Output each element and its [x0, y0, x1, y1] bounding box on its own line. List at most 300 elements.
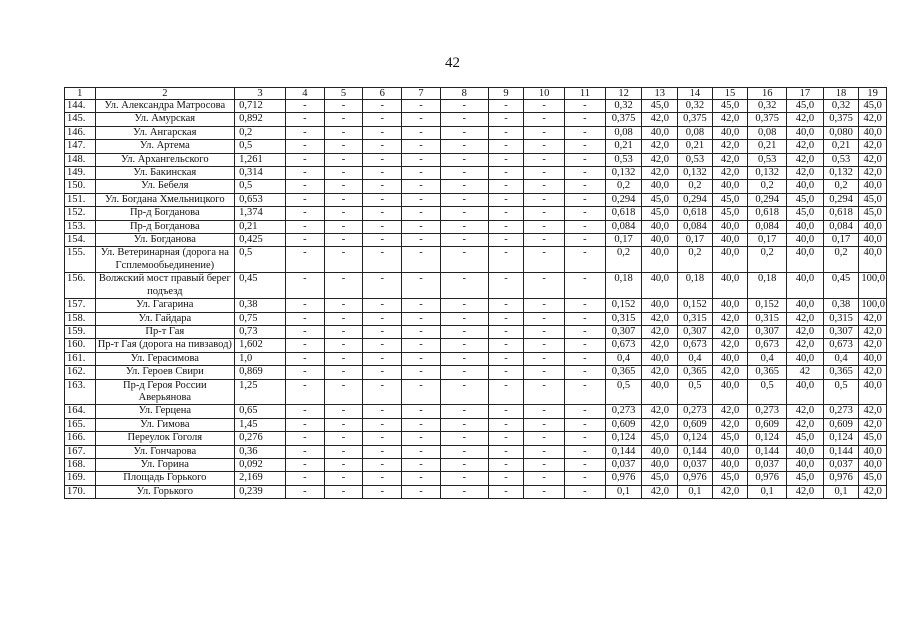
- value-cell: 40,0: [642, 126, 678, 139]
- length-cell: 1,602: [235, 339, 286, 352]
- empty-value-cell: -: [565, 472, 606, 485]
- empty-value-cell: -: [440, 339, 488, 352]
- row-number-cell: 153.: [65, 220, 96, 233]
- empty-value-cell: -: [524, 379, 565, 405]
- value-cell: 45,0: [859, 193, 887, 206]
- value-cell: 0,144: [748, 445, 787, 458]
- value-cell: 42,0: [642, 153, 678, 166]
- row-number-cell: 147.: [65, 140, 96, 153]
- empty-value-cell: -: [440, 352, 488, 365]
- value-cell: 42,0: [712, 366, 748, 379]
- value-cell: 40,0: [712, 220, 748, 233]
- value-cell: 42,0: [712, 485, 748, 498]
- empty-value-cell: -: [488, 153, 524, 166]
- value-cell: 0,365: [748, 366, 787, 379]
- value-cell: 40,0: [859, 234, 887, 247]
- value-cell: 42,0: [787, 113, 824, 126]
- empty-value-cell: -: [524, 140, 565, 153]
- row-number-cell: 151.: [65, 193, 96, 206]
- value-cell: 0,132: [605, 167, 642, 180]
- value-cell: 0,53: [678, 153, 713, 166]
- value-cell: 40,0: [642, 445, 678, 458]
- street-name-cell: Волжский мост правый берег подъезд: [95, 273, 235, 299]
- empty-value-cell: -: [402, 167, 441, 180]
- empty-value-cell: -: [363, 273, 402, 299]
- empty-value-cell: -: [363, 312, 402, 325]
- length-cell: 0,425: [235, 234, 286, 247]
- column-number-cell: 1: [65, 88, 96, 100]
- empty-value-cell: -: [363, 140, 402, 153]
- street-name-cell: Ул. Ангарская: [95, 126, 235, 139]
- length-cell: 2,169: [235, 472, 286, 485]
- value-cell: 0,1: [748, 485, 787, 498]
- street-name-cell: Ул. Герцена: [95, 405, 235, 418]
- empty-value-cell: -: [524, 273, 565, 299]
- empty-value-cell: -: [524, 312, 565, 325]
- empty-value-cell: -: [324, 405, 363, 418]
- value-cell: 0,5: [823, 379, 859, 405]
- empty-value-cell: -: [363, 325, 402, 338]
- empty-value-cell: -: [286, 472, 325, 485]
- value-cell: 42,0: [642, 485, 678, 498]
- empty-value-cell: -: [402, 193, 441, 206]
- empty-value-cell: -: [324, 247, 363, 273]
- value-cell: 42,0: [642, 418, 678, 431]
- value-cell: 0,144: [605, 445, 642, 458]
- empty-value-cell: -: [565, 405, 606, 418]
- table-row: [65, 220, 887, 233]
- length-cell: 1,261: [235, 153, 286, 166]
- value-cell: 42,0: [642, 167, 678, 180]
- table-row: [65, 193, 887, 206]
- roads-table: [64, 87, 887, 499]
- table-row: [65, 234, 887, 247]
- row-number-cell: 146.: [65, 126, 96, 139]
- row-number-cell: 170.: [65, 485, 96, 498]
- value-cell: 40,0: [859, 379, 887, 405]
- value-cell: 0,53: [748, 153, 787, 166]
- empty-value-cell: -: [363, 193, 402, 206]
- value-cell: 0,21: [678, 140, 713, 153]
- empty-value-cell: -: [524, 352, 565, 365]
- value-cell: 42,0: [859, 113, 887, 126]
- value-cell: 45,0: [787, 193, 824, 206]
- length-cell: 0,653: [235, 193, 286, 206]
- empty-value-cell: -: [286, 180, 325, 193]
- street-name-cell: Пр-д Богданова: [95, 220, 235, 233]
- value-cell: 0,673: [678, 339, 713, 352]
- empty-value-cell: -: [402, 113, 441, 126]
- empty-value-cell: -: [524, 366, 565, 379]
- value-cell: 0,307: [678, 325, 713, 338]
- empty-value-cell: -: [488, 379, 524, 405]
- empty-value-cell: -: [363, 339, 402, 352]
- empty-value-cell: -: [286, 432, 325, 445]
- empty-value-cell: -: [524, 432, 565, 445]
- row-number-cell: 150.: [65, 180, 96, 193]
- value-cell: 0,132: [678, 167, 713, 180]
- empty-value-cell: -: [402, 180, 441, 193]
- column-number-cell: 4: [286, 88, 325, 100]
- empty-value-cell: -: [488, 193, 524, 206]
- value-cell: 42,0: [712, 325, 748, 338]
- value-cell: 42,0: [859, 325, 887, 338]
- street-name-cell: Ул. Бакинская: [95, 167, 235, 180]
- empty-value-cell: -: [286, 167, 325, 180]
- value-cell: 45,0: [712, 432, 748, 445]
- column-number-cell: 3: [235, 88, 286, 100]
- value-cell: 0,307: [605, 325, 642, 338]
- street-name-cell: Ул. Александра Матросова: [95, 100, 235, 113]
- empty-value-cell: -: [488, 458, 524, 471]
- value-cell: 0,294: [678, 193, 713, 206]
- value-cell: 42,0: [642, 140, 678, 153]
- street-name-cell: Ул. Горина: [95, 458, 235, 471]
- empty-value-cell: -: [324, 379, 363, 405]
- length-cell: 1,25: [235, 379, 286, 405]
- value-cell: 0,673: [605, 339, 642, 352]
- empty-value-cell: -: [565, 100, 606, 113]
- value-cell: 0,17: [605, 234, 642, 247]
- empty-value-cell: -: [440, 247, 488, 273]
- empty-value-cell: -: [565, 312, 606, 325]
- empty-value-cell: -: [402, 432, 441, 445]
- value-cell: 0,08: [748, 126, 787, 139]
- empty-value-cell: -: [488, 180, 524, 193]
- empty-value-cell: -: [524, 458, 565, 471]
- value-cell: 40,0: [642, 247, 678, 273]
- empty-value-cell: -: [402, 140, 441, 153]
- length-cell: 0,092: [235, 458, 286, 471]
- empty-value-cell: -: [363, 366, 402, 379]
- empty-value-cell: -: [440, 299, 488, 312]
- row-number-cell: 158.: [65, 312, 96, 325]
- empty-value-cell: -: [286, 140, 325, 153]
- value-cell: 40,0: [787, 352, 824, 365]
- empty-value-cell: -: [324, 432, 363, 445]
- empty-value-cell: -: [324, 234, 363, 247]
- table-row: [65, 379, 887, 405]
- table-row: [65, 418, 887, 431]
- value-cell: 0,609: [748, 418, 787, 431]
- value-cell: 0,365: [678, 366, 713, 379]
- length-cell: 0,5: [235, 247, 286, 273]
- empty-value-cell: -: [488, 432, 524, 445]
- value-cell: 42,0: [787, 167, 824, 180]
- value-cell: 42: [787, 366, 824, 379]
- table-row: [65, 140, 887, 153]
- empty-value-cell: -: [324, 472, 363, 485]
- value-cell: 40,0: [642, 273, 678, 299]
- empty-value-cell: -: [488, 472, 524, 485]
- value-cell: 45,0: [642, 100, 678, 113]
- value-cell: 42,0: [712, 339, 748, 352]
- empty-value-cell: -: [402, 418, 441, 431]
- value-cell: 45,0: [642, 472, 678, 485]
- empty-value-cell: -: [324, 140, 363, 153]
- value-cell: 0,18: [748, 273, 787, 299]
- empty-value-cell: -: [324, 167, 363, 180]
- empty-value-cell: -: [565, 273, 606, 299]
- value-cell: 0,609: [605, 418, 642, 431]
- empty-value-cell: -: [440, 180, 488, 193]
- empty-value-cell: -: [286, 312, 325, 325]
- length-cell: 0,239: [235, 485, 286, 498]
- column-number-cell: 11: [565, 88, 606, 100]
- empty-value-cell: -: [324, 220, 363, 233]
- value-cell: 40,0: [712, 299, 748, 312]
- table-row: [65, 180, 887, 193]
- empty-value-cell: -: [440, 458, 488, 471]
- value-cell: 0,084: [823, 220, 859, 233]
- value-cell: 40,0: [642, 458, 678, 471]
- street-name-cell: Ул. Гайдара: [95, 312, 235, 325]
- empty-value-cell: -: [286, 379, 325, 405]
- column-number-cell: 13: [642, 88, 678, 100]
- empty-value-cell: -: [524, 445, 565, 458]
- value-cell: 0,618: [823, 207, 859, 220]
- value-cell: 0,273: [823, 405, 859, 418]
- value-cell: 42,0: [712, 418, 748, 431]
- empty-value-cell: -: [286, 299, 325, 312]
- empty-value-cell: -: [488, 100, 524, 113]
- empty-value-cell: -: [402, 220, 441, 233]
- table-row: [65, 352, 887, 365]
- value-cell: 45,0: [859, 432, 887, 445]
- street-name-cell: Ул. Гимова: [95, 418, 235, 431]
- value-cell: 42,0: [712, 167, 748, 180]
- empty-value-cell: -: [324, 366, 363, 379]
- empty-value-cell: -: [286, 247, 325, 273]
- value-cell: 42,0: [859, 405, 887, 418]
- value-cell: 0,152: [605, 299, 642, 312]
- value-cell: 0,2: [823, 180, 859, 193]
- length-cell: 0,869: [235, 366, 286, 379]
- value-cell: 40,0: [787, 180, 824, 193]
- value-cell: 40,0: [787, 458, 824, 471]
- empty-value-cell: -: [402, 234, 441, 247]
- empty-value-cell: -: [363, 220, 402, 233]
- value-cell: 40,0: [859, 352, 887, 365]
- empty-value-cell: -: [524, 325, 565, 338]
- value-cell: 0,307: [823, 325, 859, 338]
- empty-value-cell: -: [286, 100, 325, 113]
- value-cell: 0,08: [605, 126, 642, 139]
- value-cell: 42,0: [712, 153, 748, 166]
- value-cell: 40,0: [712, 458, 748, 471]
- value-cell: 0,037: [678, 458, 713, 471]
- value-cell: 0,2: [678, 247, 713, 273]
- empty-value-cell: -: [324, 180, 363, 193]
- empty-value-cell: -: [488, 418, 524, 431]
- empty-value-cell: -: [524, 234, 565, 247]
- value-cell: 40,0: [787, 126, 824, 139]
- table-row: [65, 432, 887, 445]
- empty-value-cell: -: [440, 126, 488, 139]
- empty-value-cell: -: [565, 167, 606, 180]
- street-name-cell: Пр-д Героя России Аверьянова: [95, 379, 235, 405]
- column-number-cell: 19: [859, 88, 887, 100]
- street-name-cell: Ул. Амурская: [95, 113, 235, 126]
- empty-value-cell: -: [488, 339, 524, 352]
- value-cell: 40,0: [859, 180, 887, 193]
- value-cell: 40,0: [787, 234, 824, 247]
- empty-value-cell: -: [324, 325, 363, 338]
- row-number-cell: 154.: [65, 234, 96, 247]
- value-cell: 0,375: [748, 113, 787, 126]
- empty-value-cell: -: [440, 193, 488, 206]
- empty-value-cell: -: [565, 445, 606, 458]
- value-cell: 40,0: [712, 234, 748, 247]
- value-cell: 0,2: [748, 180, 787, 193]
- value-cell: 42,0: [859, 418, 887, 431]
- value-cell: 0,618: [748, 207, 787, 220]
- value-cell: 0,21: [605, 140, 642, 153]
- value-cell: 0,5: [748, 379, 787, 405]
- row-number-cell: 169.: [65, 472, 96, 485]
- value-cell: 45,0: [787, 100, 824, 113]
- empty-value-cell: -: [402, 312, 441, 325]
- value-cell: 0,18: [678, 273, 713, 299]
- value-cell: 0,609: [678, 418, 713, 431]
- length-cell: 0,45: [235, 273, 286, 299]
- empty-value-cell: -: [488, 126, 524, 139]
- street-name-cell: Ул. Героев Свири: [95, 366, 235, 379]
- value-cell: 42,0: [859, 339, 887, 352]
- value-cell: 100,0: [859, 273, 887, 299]
- street-name-cell: Ул. Богданова: [95, 234, 235, 247]
- value-cell: 0,4: [823, 352, 859, 365]
- length-cell: 0,38: [235, 299, 286, 312]
- empty-value-cell: -: [440, 153, 488, 166]
- value-cell: 40,0: [859, 220, 887, 233]
- empty-value-cell: -: [440, 405, 488, 418]
- street-name-cell: Ул. Архангельского: [95, 153, 235, 166]
- value-cell: 0,037: [605, 458, 642, 471]
- value-cell: 0,08: [678, 126, 713, 139]
- row-number-cell: 165.: [65, 418, 96, 431]
- value-cell: 40,0: [859, 445, 887, 458]
- empty-value-cell: -: [488, 247, 524, 273]
- empty-value-cell: -: [440, 432, 488, 445]
- value-cell: 0,673: [823, 339, 859, 352]
- value-cell: 0,037: [823, 458, 859, 471]
- value-cell: 45,0: [787, 432, 824, 445]
- value-cell: 100,0: [859, 299, 887, 312]
- value-cell: 40,0: [712, 445, 748, 458]
- length-cell: 0,65: [235, 405, 286, 418]
- empty-value-cell: -: [286, 352, 325, 365]
- value-cell: 40,0: [859, 247, 887, 273]
- empty-value-cell: -: [363, 405, 402, 418]
- empty-value-cell: -: [440, 325, 488, 338]
- empty-value-cell: -: [440, 220, 488, 233]
- table-row: [65, 485, 887, 498]
- value-cell: 42,0: [787, 339, 824, 352]
- row-number-cell: 152.: [65, 207, 96, 220]
- empty-value-cell: -: [363, 207, 402, 220]
- value-cell: 42,0: [787, 485, 824, 498]
- empty-value-cell: -: [565, 113, 606, 126]
- empty-value-cell: -: [402, 339, 441, 352]
- value-cell: 45,0: [859, 472, 887, 485]
- column-number-cell: 9: [488, 88, 524, 100]
- value-cell: 0,307: [748, 325, 787, 338]
- empty-value-cell: -: [402, 325, 441, 338]
- street-name-cell: Ул. Гагарина: [95, 299, 235, 312]
- empty-value-cell: -: [286, 366, 325, 379]
- empty-value-cell: -: [286, 273, 325, 299]
- value-cell: 0,2: [823, 247, 859, 273]
- value-cell: 0,365: [823, 366, 859, 379]
- value-cell: 45,0: [712, 472, 748, 485]
- value-cell: 40,0: [787, 445, 824, 458]
- value-cell: 42,0: [859, 312, 887, 325]
- empty-value-cell: -: [363, 418, 402, 431]
- length-cell: 0,276: [235, 432, 286, 445]
- value-cell: 42,0: [787, 153, 824, 166]
- value-cell: 40,0: [712, 180, 748, 193]
- empty-value-cell: -: [402, 153, 441, 166]
- empty-value-cell: -: [402, 458, 441, 471]
- row-number-cell: 163.: [65, 379, 96, 405]
- value-cell: 0,38: [823, 299, 859, 312]
- value-cell: 45,0: [712, 207, 748, 220]
- empty-value-cell: -: [402, 273, 441, 299]
- row-number-cell: 157.: [65, 299, 96, 312]
- empty-value-cell: -: [524, 405, 565, 418]
- empty-value-cell: -: [402, 126, 441, 139]
- value-cell: 0,273: [748, 405, 787, 418]
- empty-value-cell: -: [565, 247, 606, 273]
- value-cell: 0,124: [823, 432, 859, 445]
- empty-value-cell: -: [363, 445, 402, 458]
- empty-value-cell: -: [440, 485, 488, 498]
- value-cell: 40,0: [712, 352, 748, 365]
- street-name-cell: Ул. Гончарова: [95, 445, 235, 458]
- empty-value-cell: -: [363, 126, 402, 139]
- value-cell: 0,976: [605, 472, 642, 485]
- empty-value-cell: -: [440, 113, 488, 126]
- empty-value-cell: -: [363, 180, 402, 193]
- value-cell: 40,0: [642, 299, 678, 312]
- street-name-cell: Ул. Артема: [95, 140, 235, 153]
- street-name-cell: Площадь Горького: [95, 472, 235, 485]
- row-number-cell: 161.: [65, 352, 96, 365]
- value-cell: 0,4: [678, 352, 713, 365]
- value-cell: 0,618: [678, 207, 713, 220]
- empty-value-cell: -: [565, 458, 606, 471]
- length-cell: 1,45: [235, 418, 286, 431]
- value-cell: 45,0: [859, 100, 887, 113]
- empty-value-cell: -: [402, 299, 441, 312]
- table-row: [65, 472, 887, 485]
- value-cell: 40,0: [859, 126, 887, 139]
- value-cell: 40,0: [642, 220, 678, 233]
- street-name-cell: Пр-т Гая: [95, 325, 235, 338]
- value-cell: 42,0: [642, 339, 678, 352]
- empty-value-cell: -: [440, 100, 488, 113]
- value-cell: 0,273: [678, 405, 713, 418]
- value-cell: 45,0: [787, 207, 824, 220]
- value-cell: 0,144: [823, 445, 859, 458]
- value-cell: 0,2: [605, 247, 642, 273]
- length-cell: 1,374: [235, 207, 286, 220]
- empty-value-cell: -: [524, 299, 565, 312]
- column-number-cell: 10: [524, 88, 565, 100]
- table-row: [65, 167, 887, 180]
- empty-value-cell: -: [488, 113, 524, 126]
